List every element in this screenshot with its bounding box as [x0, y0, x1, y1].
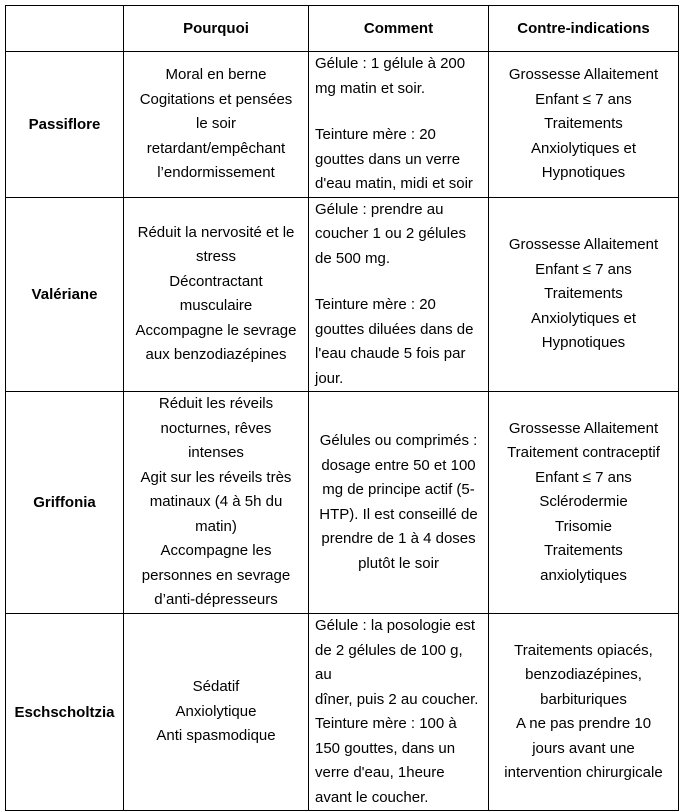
comment-cell: [309, 392, 489, 614]
comment-line: dîner, puis 2 au coucher.: [315, 690, 479, 708]
table-row: [6, 52, 679, 198]
herbal-remedies-table: [5, 5, 679, 811]
header-pourquoi: Pourquoi: [124, 6, 309, 52]
contre-line: Traitements: [544, 115, 623, 132]
contre-line: Enfant ≤ 7 ans: [535, 90, 632, 108]
contre-indications-cell: [489, 614, 679, 811]
contre-line: barbituriques: [540, 690, 627, 708]
comment-line: avant le coucher.: [315, 788, 429, 806]
contre-line: anxiolytiques: [540, 566, 627, 584]
contre-indications-cell: [489, 392, 679, 614]
table-row: [6, 392, 679, 614]
plant-name: Eschscholtzia: [6, 614, 124, 811]
contre-line: Grossesse Allaitement: [508, 236, 659, 253]
comment-line: de 500 mg.: [315, 249, 391, 267]
contre-line: Hypnotiques: [541, 334, 626, 351]
comment-line: coucher 1 ou 2 gélules: [315, 225, 466, 242]
comment-line: gouttes dans un verre: [315, 150, 461, 168]
pourquoi-line: matin): [195, 517, 237, 535]
contre-line: Grossesse Allaitement: [508, 419, 659, 437]
pourquoi-line: Décontractant: [169, 272, 263, 290]
plant-name: Valériane: [6, 197, 124, 392]
comment-line: gouttes diluées dans de: [315, 320, 474, 338]
comment-line: jour.: [315, 369, 344, 387]
contre-line: Traitements opiacés,: [514, 641, 653, 659]
contre-line: intervention chirurgicale: [504, 764, 663, 781]
pourquoi-line: stress: [195, 248, 236, 266]
comment-line: dosage entre 50 et 100: [321, 456, 476, 474]
table-row: [6, 197, 679, 392]
contre-line: Anxiolytiques et: [530, 139, 637, 157]
comment-cell: [309, 52, 489, 198]
comment-line: Teinture mère : 20: [315, 126, 436, 143]
comment-line: verre d'eau, 1heure: [315, 764, 445, 781]
contre-line: Traitement contraceptif: [507, 444, 660, 462]
plant-name: Griffonia: [6, 392, 124, 614]
comment-line: 150 gouttes, dans un: [315, 739, 456, 757]
pourquoi-line: Anti spasmodique: [156, 727, 276, 745]
comment-line: Gélules ou comprimés :: [319, 432, 478, 449]
pourquoi-line: l’endormissement: [157, 164, 275, 181]
pourquoi-line: Réduit les réveils: [158, 395, 274, 413]
comment-cell: [309, 614, 489, 811]
contre-line: Enfant ≤ 7 ans: [535, 260, 632, 278]
pourquoi-line: retardant/empêchant: [146, 139, 286, 157]
contre-line: Traitements: [544, 542, 623, 560]
comment-line: Gélule : la posologie est: [315, 617, 476, 634]
contre-line: jours avant une: [532, 739, 635, 757]
pourquoi-line: aux benzodiazépines: [145, 346, 287, 364]
comment-line: HTP). Il est conseillé de: [319, 505, 478, 523]
plant-name: Passiflore: [6, 52, 124, 198]
contre-line: benzodiazépines,: [525, 666, 642, 683]
comment-line: mg de principe actif (5-: [322, 481, 475, 498]
pourquoi-cell: [124, 197, 309, 392]
contre-line: A ne pas prendre 10: [515, 715, 652, 732]
pourquoi-line: intenses: [188, 444, 244, 462]
header-empty: [6, 6, 124, 52]
comment-line: de 2 gélules de 100 g, au: [315, 641, 463, 683]
contre-line: Hypnotiques: [541, 164, 626, 181]
contre-line: Anxiolytiques et: [530, 309, 637, 327]
pourquoi-cell: [124, 52, 309, 198]
pourquoi-line: Accompagne les: [160, 542, 272, 560]
comment-line: prendre de 1 à 4 doses: [321, 530, 476, 547]
pourquoi-line: Cogitations et pensées: [139, 90, 293, 108]
pourquoi-line: Moral en berne: [165, 66, 267, 83]
comment-cell: [309, 197, 489, 392]
comment-line: Gélule : 1 gélule à 200: [315, 55, 466, 72]
pourquoi-line: Accompagne le sevrage: [135, 321, 297, 339]
pourquoi-cell: [124, 392, 309, 614]
contre-line: Traitements: [544, 285, 623, 302]
pourquoi-line: Agit sur les réveils très: [140, 468, 292, 486]
pourquoi-line: matinaux (4 à 5h du: [149, 493, 283, 511]
comment-line: Teinture mère : 100 à: [315, 715, 457, 732]
header-comment: Comment: [309, 6, 489, 52]
comment-line: plutôt le soir: [358, 554, 439, 572]
header-contre-indications: Contre-indications: [489, 6, 679, 52]
contre-line: Sclérodermie: [539, 493, 628, 511]
table-row: [6, 614, 679, 811]
pourquoi-line: Réduit la nervosité et le: [137, 223, 295, 241]
contre-indications-cell: [489, 197, 679, 392]
pourquoi-line: personnes en sevrage: [141, 566, 291, 584]
comment-line: l'eau chaude 5 fois par: [315, 345, 466, 362]
pourquoi-cell: [124, 614, 309, 811]
pourquoi-line: Anxiolytique: [175, 702, 257, 720]
pourquoi-line: le soir: [195, 115, 236, 132]
comment-line: Teinture mère : 20: [315, 296, 436, 313]
comment-line: Gélule : prendre au: [315, 200, 444, 218]
contre-line: Enfant ≤ 7 ans: [535, 468, 632, 486]
pourquoi-line: Sédatif: [192, 678, 240, 696]
pourquoi-line: nocturnes, rêves: [160, 419, 272, 437]
pourquoi-line: d’anti-dépresseurs: [154, 591, 278, 609]
comment-line: mg matin et soir.: [315, 79, 426, 97]
header-row: [6, 6, 679, 52]
pourquoi-line: musculaire: [179, 297, 253, 315]
contre-line: Trisomie: [555, 517, 612, 535]
contre-line: Grossesse Allaitement: [508, 66, 659, 83]
contre-indications-cell: [489, 52, 679, 198]
comment-line: d'eau matin, midi et soir: [315, 175, 473, 192]
